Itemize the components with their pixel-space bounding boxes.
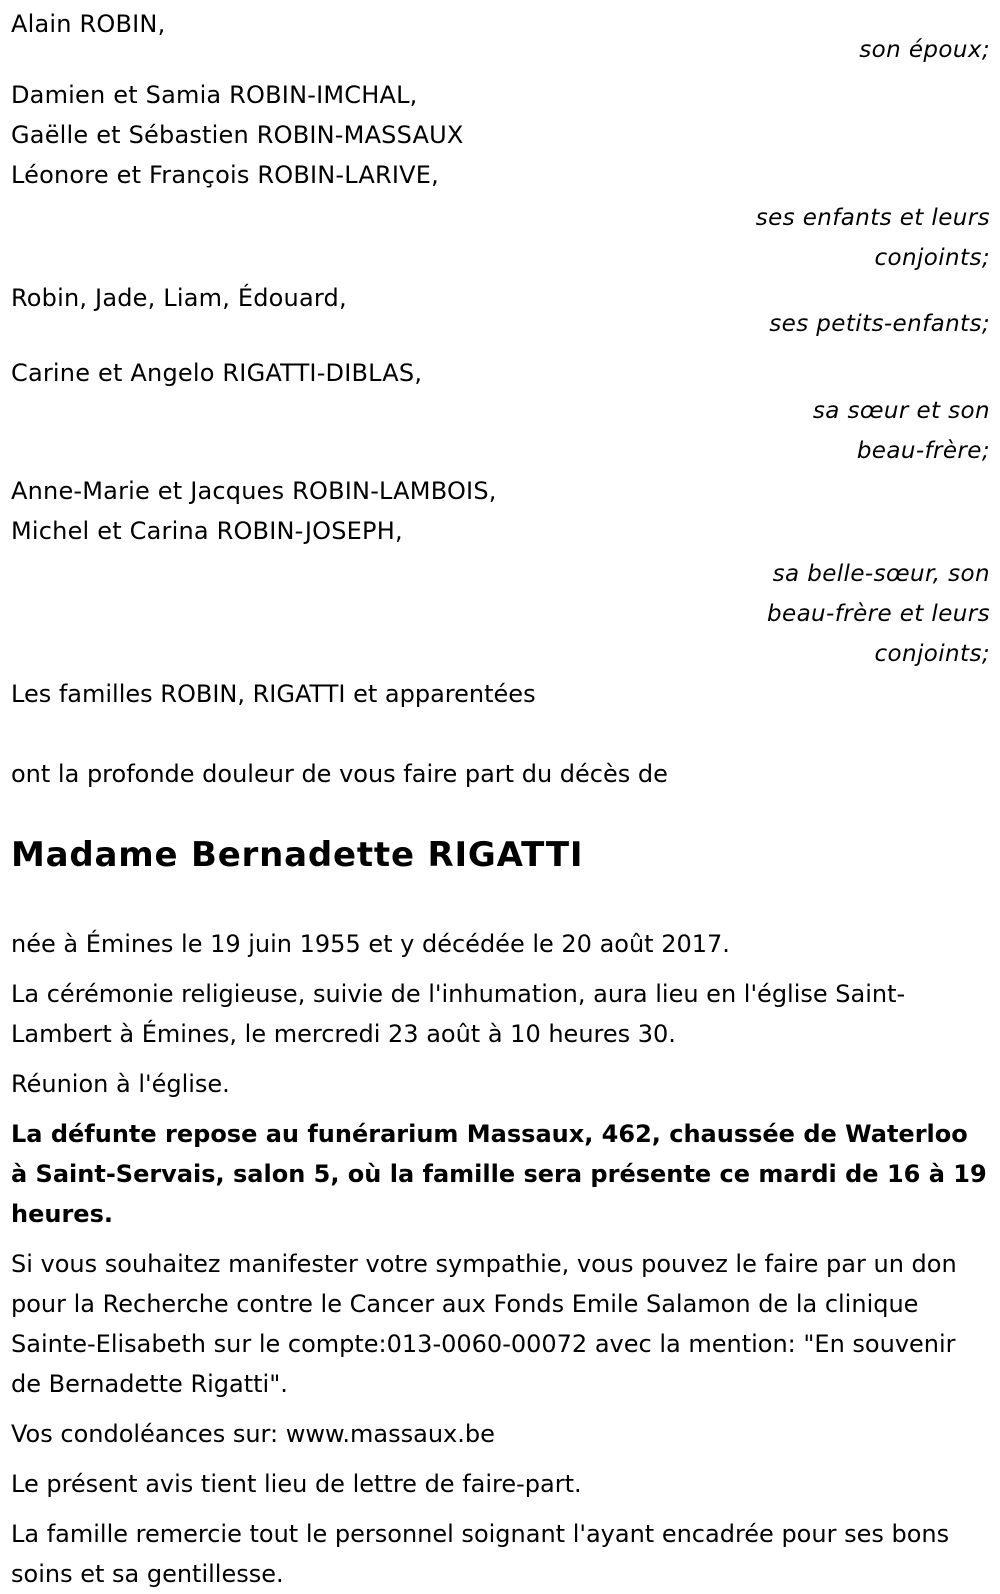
relation-line: son époux;	[859, 37, 990, 63]
relation-line: beau-frère et leurs	[767, 601, 990, 627]
family-name-line: Gaëlle et Sébastien ROBIN-MASSAUX	[11, 121, 464, 149]
families-line: Les familles ROBIN, RIGATTI et apparentées	[11, 680, 536, 708]
family-name-line: Robin, Jade, Liam, Édouard,	[11, 284, 347, 312]
relation-label	[720, 198, 990, 278]
family-group-in-laws	[11, 471, 990, 674]
relation-line: conjoints;	[874, 245, 990, 271]
family-group-spouse	[11, 0, 990, 70]
notice-paragraph: Le présent avis tient lieu de lettre de faire-part.	[11, 1470, 582, 1498]
thanks-paragraph: La famille remercie tout le personnel soignant l'ayant encadrée pour ses bons soins et sa gentillesse.	[11, 1520, 950, 1588]
relation-label	[720, 304, 990, 344]
family-name-line: Anne-Marie et Jacques ROBIN-LAMBOIS,	[11, 477, 497, 505]
meeting-paragraph: Réunion à l'église.	[11, 1070, 230, 1098]
relation-line: beau-frère;	[856, 438, 990, 464]
birth-death-paragraph: née à Émines le 19 juin 1955 et y décédée le 20 août 2017.	[11, 930, 730, 958]
ceremony-paragraph: La cérémonie religieuse, suivie de l'inhumation, aura lieu en l'église Saint-Lambert à Émines, le mercredi 23 août à 10 heures 30.	[11, 980, 906, 1048]
relation-line: ses petits-enfants;	[769, 311, 990, 337]
donation-paragraph: Si vous souhaitez manifester votre sympathie, vous pouvez le faire par un don pour la Recherche contre le Cancer aux Fonds Emile Salamon de la clinique Sainte-Elisabeth sur le compte:013-0060-00072 avec la mention: "En souvenir de Bernadette Rigatti".	[11, 1250, 957, 1398]
deceased-name: Madame Bernadette RIGATTI	[11, 835, 584, 875]
family-name-line: Damien et Samia ROBIN-IMCHAL,	[11, 81, 418, 109]
family-group-children	[11, 75, 990, 278]
relation-label	[720, 554, 990, 674]
family-name-line: Alain ROBIN,	[11, 10, 166, 38]
family-group-grandchildren	[11, 278, 990, 344]
funerarium-paragraph: La défunte repose au funérarium Massaux, 462, chaussée de Waterloo à Saint-Servais, salon 5, où la famille sera présente ce mardi de 16 à 19 heures.	[11, 1120, 987, 1228]
family-name-line: Carine et Angelo RIGATTI-DIBLAS,	[11, 359, 423, 387]
relation-line: ses enfants et leurs	[755, 205, 990, 231]
relation-label	[720, 30, 990, 70]
condolences-paragraph: Vos condoléances sur: www.massaux.be	[11, 1420, 495, 1448]
announcement: ont la profonde douleur de vous faire part du décès de	[11, 760, 668, 788]
family-name-line: Léonore et François ROBIN-LARIVE,	[11, 161, 439, 189]
family-group-sister	[11, 353, 990, 471]
family-name-line: Michel et Carina ROBIN-JOSEPH,	[11, 517, 403, 545]
relation-line: sa sœur et son	[812, 398, 990, 424]
relation-line: sa belle-sœur, son	[772, 561, 990, 587]
relation-line: conjoints;	[874, 641, 990, 667]
relation-label	[720, 391, 990, 471]
